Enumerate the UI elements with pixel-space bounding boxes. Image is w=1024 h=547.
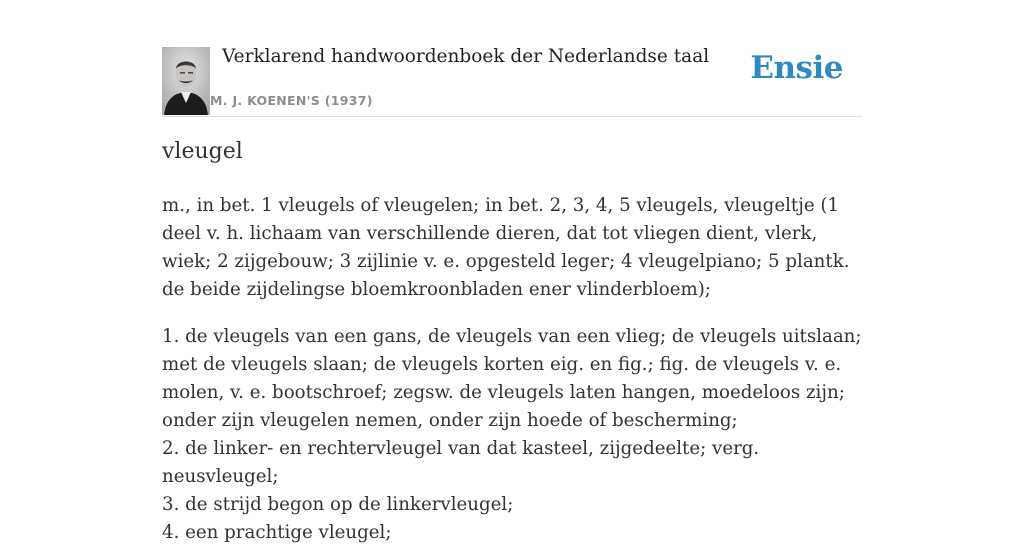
site-header [162,46,862,117]
ensie-logo[interactable]: Ensie [750,50,843,86]
sense-3: 3. de strijd begon op de linkervleugel; [162,494,514,515]
headword: vleugel [162,139,243,164]
author-portrait-image [162,47,210,115]
sense-4: 4. een prachtige vleugel; [162,522,392,543]
sense-list [162,323,862,547]
definition-text: m., in bet. 1 vleugels of vleugelen; in bet. 2, 3, 4, 5 vleugels, vleugeltje (1 deel v. h. lichaam van verschillende dieren, dat tot vliegen dient, vlerk, wiek; 2 zijgebouw; 3 zijlinie v. e. opgesteld leger; 4 vleugelpiano; 5 plantk. de beide zijdelingse bloemkroonbladen ener vlinderbloem); [162,195,850,300]
sense-2: 2. de linker- en rechtervleugel van dat kasteel, zijgedeelte; verg. neusvleugel; [162,438,760,487]
author-portrait [162,47,210,115]
entry-content [162,192,862,547]
sense-1: 1. de vleugels van een gans, de vleugels van een vlieg; de vleugels uitslaan; met de vleugels slaan; de vleugels korten eig. en fig.; fig. de vleugels v. e. molen, v. e. bootschroef; zegsw. de vleugels laten hangen, moedeloos zijn; onder zijn vleugelen nemen, onder zijn hoede of bescherming; [162,326,862,431]
book-title[interactable]: Verklarend handwoordenboek der Nederlandse taal [222,46,710,67]
book-author: M. J. KOENEN'S (1937) [210,93,373,108]
